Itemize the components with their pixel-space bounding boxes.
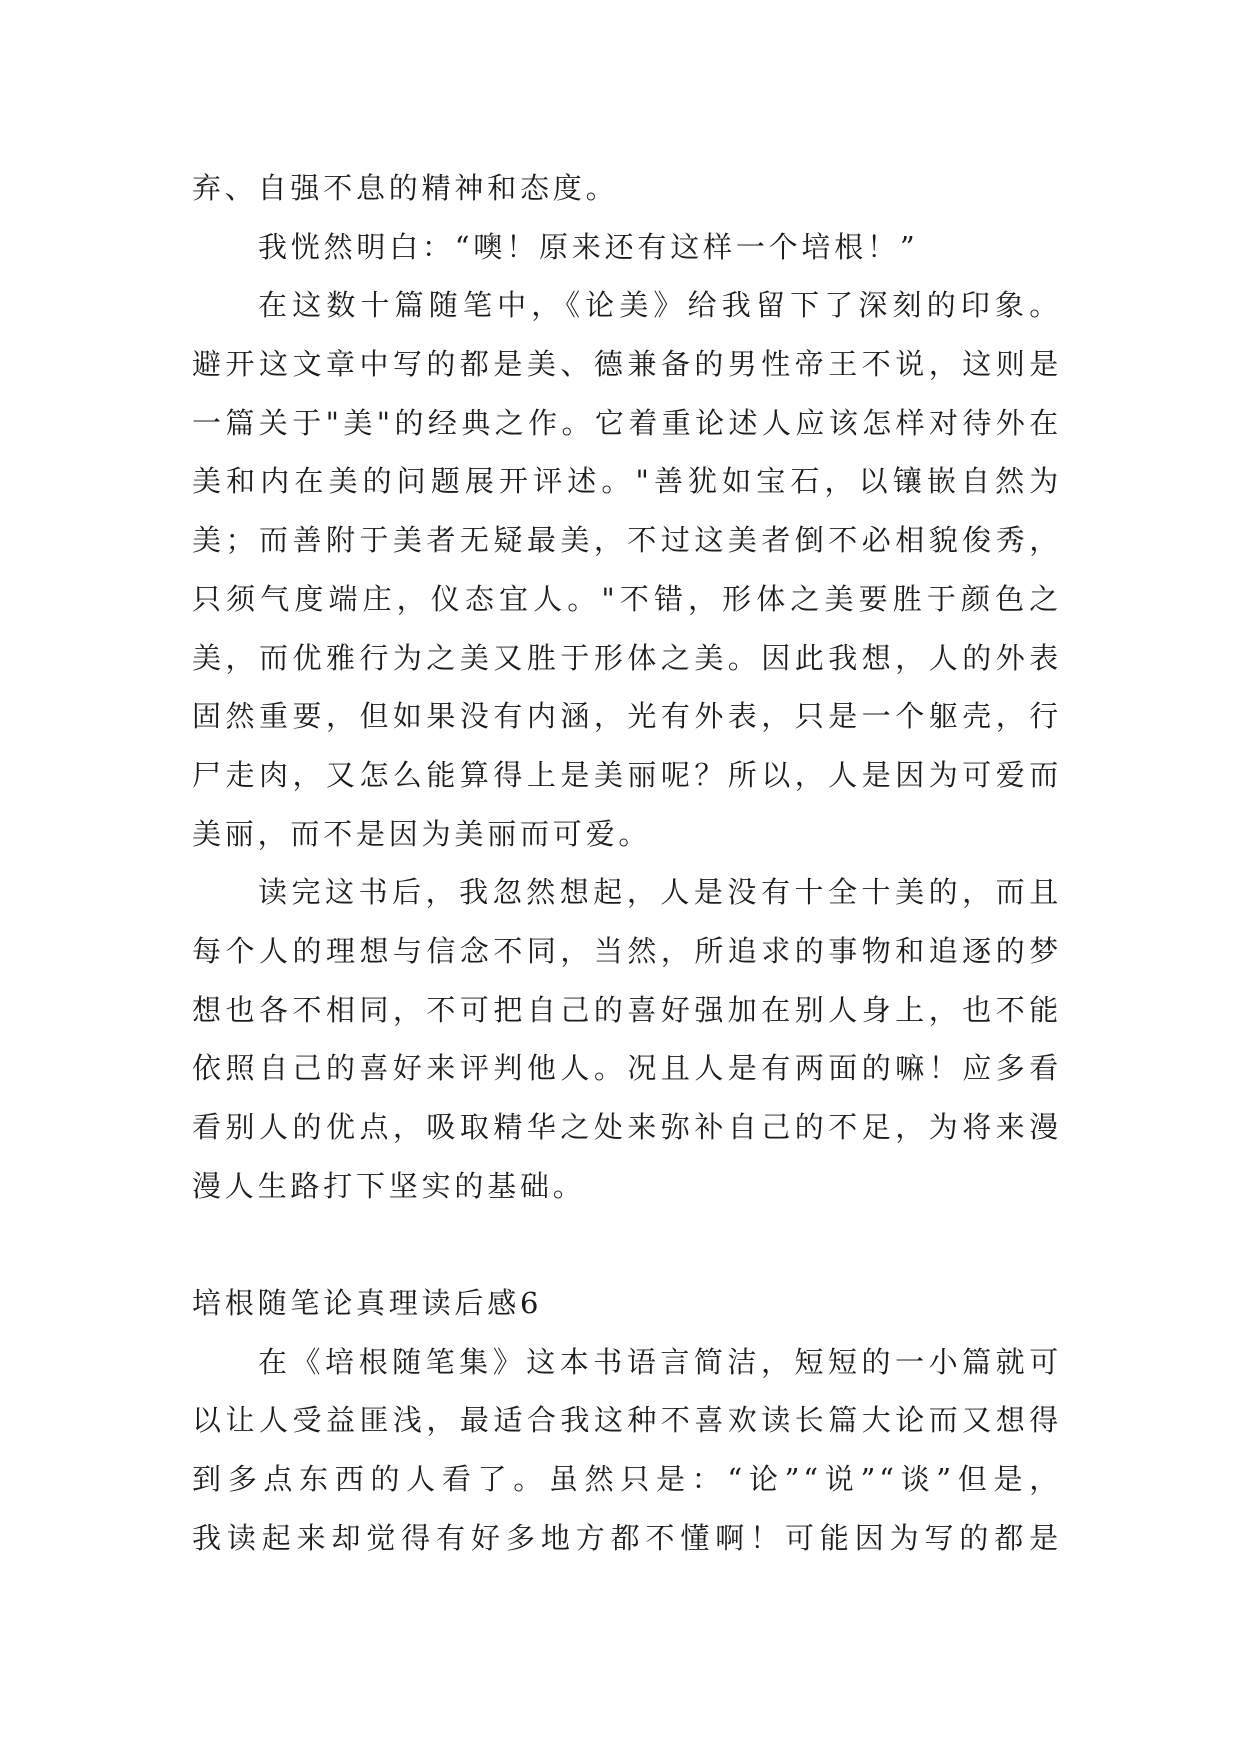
text-line: 以让人受益匪浅，最适合我这种不喜欢读长篇大论而又想得	[192, 1403, 1062, 1438]
text-line: 想也各不相同，不可把自己的喜好强加在别人身上，也不能	[192, 992, 1062, 1027]
text-line: 美和内在美的问题展开评述。"善犹如宝石，以镶嵌自然为	[192, 464, 1062, 499]
body-text	[192, 159, 1062, 1568]
paragraph	[192, 218, 1062, 277]
text-line: 漫人生路打下坚实的基础。	[192, 1168, 586, 1203]
text-line: 美，而优雅行为之美又胜于形体之美。因此我想，人的外表	[192, 640, 1062, 675]
text-line: 到多点东西的人看了。虽然只是：“论”“说”“谈”但是，	[192, 1462, 1062, 1497]
text-line: 尸走肉，又怎么能算得上是美丽呢？所以，人是因为可爱而	[192, 757, 1062, 792]
paragraph	[192, 1333, 1062, 1568]
text-line: 看别人的优点，吸取精华之处来弥补自己的不足，为将来漫	[192, 1110, 1062, 1144]
text-line: 在《培根随笔集》这本书语言简洁，短短的一小篇就可	[258, 1344, 1062, 1379]
text-line: 我恍然明白：“噢！原来还有这样一个培根！”	[258, 229, 919, 264]
text-line: 一篇关于"美"的经典之作。它着重论述人应该怎样对待外在	[192, 405, 1062, 440]
section-heading: 培根随笔论真理读后感6	[192, 1286, 543, 1321]
blank-line	[192, 1215, 1062, 1274]
text-line: 固然重要，但如果没有内涵，光有外表，只是一个躯壳，行	[192, 699, 1062, 734]
paragraph	[192, 276, 1062, 863]
text-line: 在这数十篇随笔中，《论美》给我留下了深刻的印象。	[258, 288, 1062, 323]
text-line: 依照自己的喜好来评判他人。况且人是有两面的嘛！应多看	[192, 1051, 1062, 1086]
text-line: 美；而善附于美者无疑最美，不过这美者倒不必相貌俊秀，	[192, 523, 1062, 558]
text-line: 只须气度端庄，仪态宜人。"不错，形体之美要胜于颜色之	[192, 581, 1062, 616]
text-line: 美丽，而不是因为美丽而可爱。	[192, 816, 652, 851]
paragraph	[192, 863, 1062, 1215]
text-line: 避开这文章中写的都是美、德兼备的男性帝王不说，这则是	[192, 347, 1062, 382]
paragraph	[192, 159, 1062, 218]
text-line: 弃、自强不息的精神和态度。	[192, 171, 619, 205]
text-line: 我读起来却觉得有好多地方都不懂啊！可能因为写的都是	[192, 1520, 1062, 1555]
text-line: 读完这书后，我忽然想起，人是没有十全十美的，而且	[258, 875, 1062, 910]
text-line: 每个人的理想与信念不同，当然，所追求的事物和追逐的梦	[192, 933, 1062, 968]
